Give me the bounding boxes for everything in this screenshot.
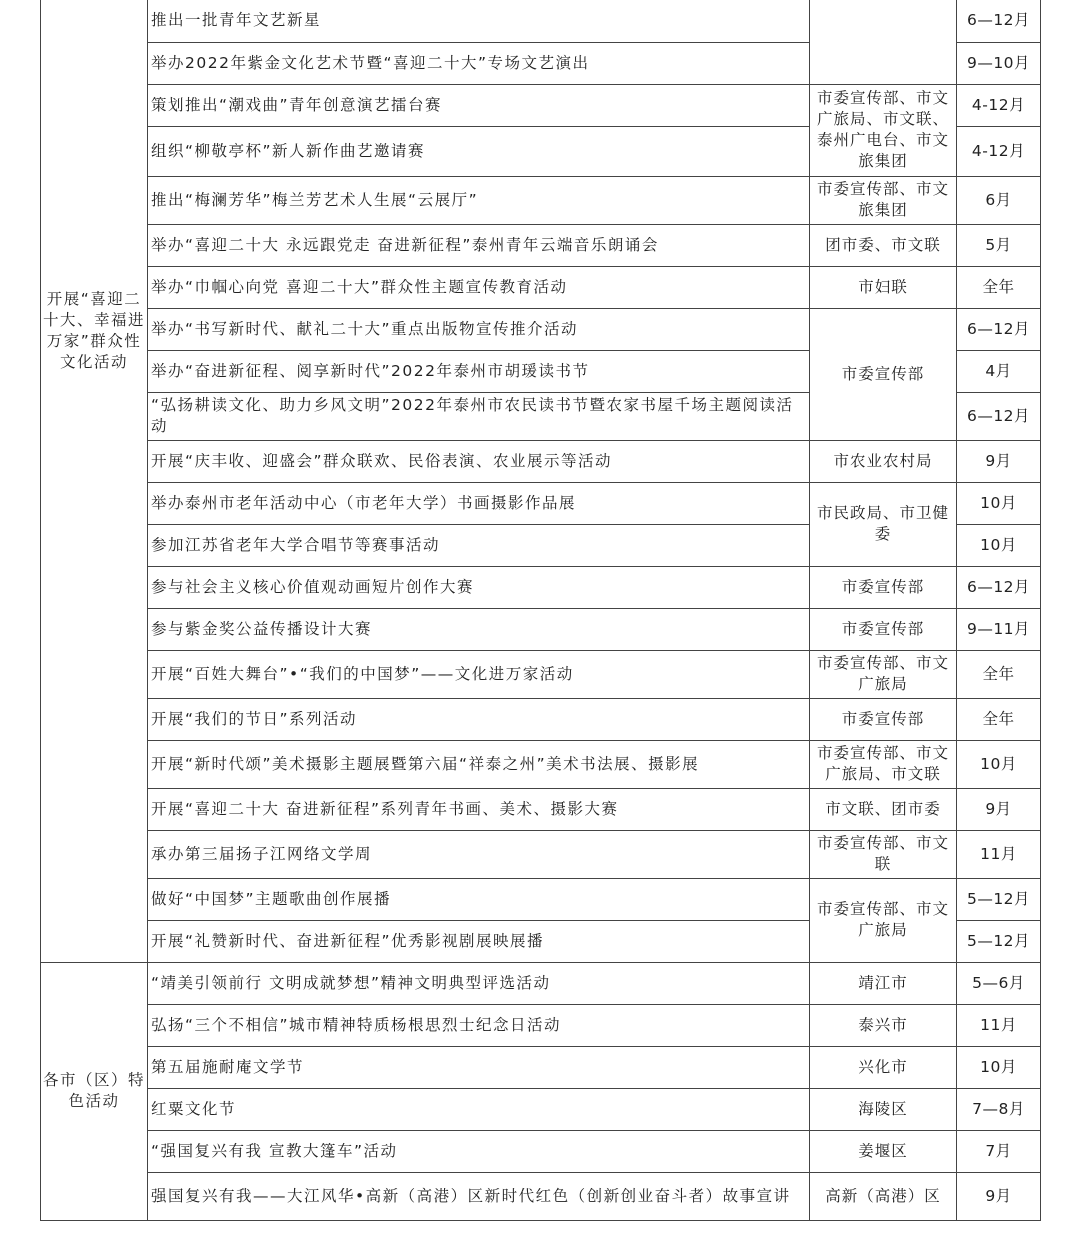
time-cell: 全年 xyxy=(957,650,1041,698)
category-cell: 开展“喜迎二十大、幸福进万家”群众性文化活动 xyxy=(41,0,148,962)
activity-cell: 参与社会主义核心价值观动画短片创作大赛 xyxy=(148,566,810,608)
org-cell: 市委宣传部 xyxy=(810,308,957,440)
time-cell: 5—12月 xyxy=(957,878,1041,920)
org-cell: 市民政局、市卫健委 xyxy=(810,482,957,566)
activity-cell: 举办“书写新时代、献礼二十大”重点出版物宣传推介活动 xyxy=(148,308,810,350)
activity-cell: 开展“礼赞新时代、奋进新征程”优秀影视剧展映展播 xyxy=(148,920,810,962)
time-cell: 11月 xyxy=(957,1004,1041,1046)
table-row xyxy=(41,566,1041,608)
category-cell: 各市（区）特色活动 xyxy=(41,962,148,1220)
org-cell: 市委宣传部 xyxy=(810,608,957,650)
time-cell: 6—12月 xyxy=(957,308,1041,350)
table-row xyxy=(41,266,1041,308)
activity-cell: 承办第三届扬子江网络文学周 xyxy=(148,830,810,878)
org-cell: 市委宣传部、市文旅集团 xyxy=(810,176,957,224)
time-cell: 6—12月 xyxy=(957,566,1041,608)
time-cell: 10月 xyxy=(957,740,1041,788)
time-cell: 9—11月 xyxy=(957,608,1041,650)
activity-cell: “弘扬耕读文化、助力乡风文明”2022年泰州市农民读书节暨农家书屋千场主题阅读活动 xyxy=(148,392,810,440)
table-row xyxy=(41,482,1041,524)
org-cell: 市委宣传部、市文联 xyxy=(810,830,957,878)
table-row xyxy=(41,224,1041,266)
time-cell: 5月 xyxy=(957,224,1041,266)
org-cell: 靖江市 xyxy=(810,962,957,1004)
activity-cell: 举办“喜迎二十大 永远跟党走 奋进新征程”泰州青年云端音乐朗诵会 xyxy=(148,224,810,266)
activity-cell: 举办“奋进新征程、阅享新时代”2022年泰州市胡瑗读书节 xyxy=(148,350,810,392)
activity-cell: 举办2022年紫金文化艺术节暨“喜迎二十大”专场文艺演出 xyxy=(148,42,810,84)
org-cell: 市农业农村局 xyxy=(810,440,957,482)
activity-cell: 红粟文化节 xyxy=(148,1088,810,1130)
table-row xyxy=(41,788,1041,830)
activity-cell: 参与紫金奖公益传播设计大赛 xyxy=(148,608,810,650)
table-row xyxy=(41,1172,1041,1220)
time-cell: 7月 xyxy=(957,1130,1041,1172)
time-cell: 6月 xyxy=(957,176,1041,224)
org-cell xyxy=(810,0,957,84)
activity-cell: 开展“喜迎二十大 奋进新征程”系列青年书画、美术、摄影大赛 xyxy=(148,788,810,830)
time-cell: 5—12月 xyxy=(957,920,1041,962)
table-row xyxy=(41,1004,1041,1046)
time-cell: 全年 xyxy=(957,698,1041,740)
table-row xyxy=(41,440,1041,482)
table-row xyxy=(41,830,1041,878)
org-cell: 市委宣传部 xyxy=(810,698,957,740)
activity-cell: 弘扬“三个不相信”城市精神特质杨根思烈士纪念日活动 xyxy=(148,1004,810,1046)
table-row xyxy=(41,962,1041,1004)
org-cell: 市委宣传部、市文广旅局 xyxy=(810,650,957,698)
table-row xyxy=(41,308,1041,350)
time-cell: 10月 xyxy=(957,1046,1041,1088)
time-cell: 4月 xyxy=(957,350,1041,392)
org-cell: 市委宣传部、市文广旅局、市文联、泰州广电台、市文旅集团 xyxy=(810,84,957,176)
activity-cell: “强国复兴有我 宣教大篷车”活动 xyxy=(148,1130,810,1172)
table-row xyxy=(41,0,1041,42)
table-row xyxy=(41,878,1041,920)
org-cell: 高新（高港）区 xyxy=(810,1172,957,1220)
activity-cell: 举办“巾帼心向党 喜迎二十大”群众性主题宣传教育活动 xyxy=(148,266,810,308)
time-cell: 10月 xyxy=(957,524,1041,566)
activity-cell: 强国复兴有我——大江风华•高新（高港）区新时代红色（创新创业奋斗者）故事宣讲 xyxy=(148,1172,810,1220)
time-cell: 9月 xyxy=(957,440,1041,482)
table-row xyxy=(41,1046,1041,1088)
table-row xyxy=(41,1130,1041,1172)
org-cell: 姜堰区 xyxy=(810,1130,957,1172)
table-row xyxy=(41,740,1041,788)
time-cell: 7—8月 xyxy=(957,1088,1041,1130)
table-row xyxy=(41,176,1041,224)
table-row xyxy=(41,698,1041,740)
activity-cell: 做好“中国梦”主题歌曲创作展播 xyxy=(148,878,810,920)
table-row xyxy=(41,84,1041,126)
time-cell: 9月 xyxy=(957,1172,1041,1220)
activity-cell: 开展“我们的节日”系列活动 xyxy=(148,698,810,740)
org-cell: 泰兴市 xyxy=(810,1004,957,1046)
time-cell: 全年 xyxy=(957,266,1041,308)
org-cell: 兴化市 xyxy=(810,1046,957,1088)
time-cell: 10月 xyxy=(957,482,1041,524)
time-cell: 11月 xyxy=(957,830,1041,878)
activity-cell: 第五届施耐庵文学节 xyxy=(148,1046,810,1088)
time-cell: 9月 xyxy=(957,788,1041,830)
org-cell: 市妇联 xyxy=(810,266,957,308)
time-cell: 4-12月 xyxy=(957,126,1041,176)
table-row xyxy=(41,608,1041,650)
activity-cell: 策划推出“潮戏曲”青年创意演艺擂台赛 xyxy=(148,84,810,126)
activity-cell: 推出“梅澜芳华”梅兰芳艺术人生展“云展厅” xyxy=(148,176,810,224)
time-cell: 4-12月 xyxy=(957,84,1041,126)
activity-cell: 举办泰州市老年活动中心（市老年大学）书画摄影作品展 xyxy=(148,482,810,524)
activity-cell: 开展“百姓大舞台”•“我们的中国梦”——文化进万家活动 xyxy=(148,650,810,698)
activity-schedule-table xyxy=(40,0,1040,1221)
org-cell: 市文联、团市委 xyxy=(810,788,957,830)
activity-cell: “靖美引领前行 文明成就梦想”精神文明典型评选活动 xyxy=(148,962,810,1004)
table-row xyxy=(41,650,1041,698)
activity-cell: 组织“柳敬亭杯”新人新作曲艺邀请赛 xyxy=(148,126,810,176)
org-cell: 市委宣传部 xyxy=(810,566,957,608)
activity-cell: 参加江苏省老年大学合唱节等赛事活动 xyxy=(148,524,810,566)
org-cell: 市委宣传部、市文广旅局 xyxy=(810,878,957,962)
activity-cell: 开展“新时代颂”美术摄影主题展暨第六届“祥泰之州”美术书法展、摄影展 xyxy=(148,740,810,788)
org-cell: 海陵区 xyxy=(810,1088,957,1130)
org-cell: 团市委、市文联 xyxy=(810,224,957,266)
time-cell: 6—12月 xyxy=(957,392,1041,440)
table-row xyxy=(41,1088,1041,1130)
activity-cell: 开展“庆丰收、迎盛会”群众联欢、民俗表演、农业展示等活动 xyxy=(148,440,810,482)
org-cell: 市委宣传部、市文广旅局、市文联 xyxy=(810,740,957,788)
time-cell: 6—12月 xyxy=(957,0,1041,42)
time-cell: 5—6月 xyxy=(957,962,1041,1004)
activity-cell: 推出一批青年文艺新星 xyxy=(148,0,810,42)
time-cell: 9—10月 xyxy=(957,42,1041,84)
